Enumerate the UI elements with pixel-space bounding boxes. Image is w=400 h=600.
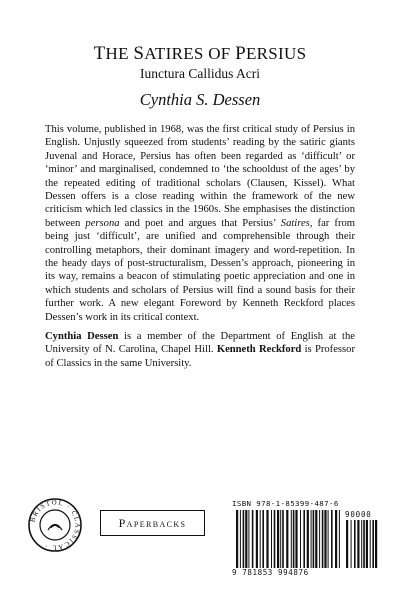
barcode-bar bbox=[307, 510, 309, 568]
barcode-bar bbox=[303, 510, 305, 568]
bio-text: is Professor of Classics in the same University. bbox=[45, 344, 355, 369]
barcode-bar bbox=[286, 510, 288, 568]
barcode-bar bbox=[236, 510, 238, 568]
barcode-bar bbox=[339, 510, 340, 568]
barcode-digits: 9 781853 994876 bbox=[232, 568, 309, 577]
bristol-classical-seal-icon bbox=[27, 497, 83, 553]
title-cap: T bbox=[93, 43, 106, 64]
barcode-bar bbox=[260, 510, 261, 568]
isbn-text: ISBN 978-1-85399-487-6 bbox=[232, 499, 339, 508]
barcode-bar bbox=[256, 510, 258, 568]
barcode-bar bbox=[351, 520, 352, 568]
blurb-text: and poet and argues that Persius’ bbox=[119, 217, 281, 229]
barcode-bar bbox=[331, 510, 333, 568]
barcode-bar bbox=[311, 510, 312, 568]
blurb-paragraph bbox=[45, 123, 355, 324]
barcode-bar bbox=[271, 510, 272, 568]
barcode-bar bbox=[293, 510, 295, 568]
blurb-emphasis: persona bbox=[85, 217, 120, 229]
barcode-bar bbox=[262, 510, 264, 568]
barcode-bar bbox=[372, 520, 374, 568]
paperbacks-badge: Paperbacks bbox=[100, 510, 205, 536]
barcode-bar bbox=[266, 510, 268, 568]
title-part: ATIRES OF bbox=[144, 44, 236, 63]
barcode-bar bbox=[324, 510, 326, 568]
barcode-bar bbox=[280, 510, 281, 568]
book-title bbox=[0, 44, 400, 64]
barcode-bar bbox=[361, 520, 362, 568]
barcode-bar bbox=[252, 510, 254, 568]
barcode-bar bbox=[243, 510, 245, 568]
title-cap: S bbox=[133, 43, 145, 64]
barcode-bar bbox=[335, 510, 337, 568]
title-cap: P bbox=[235, 43, 246, 64]
barcode-bar bbox=[282, 510, 284, 568]
blurb-emphasis: Satires bbox=[280, 217, 310, 229]
barcode-bar bbox=[248, 510, 249, 568]
book-subtitle: Iunctura Callidus Acri bbox=[140, 66, 260, 81]
blurb-text: This volume, published in 1968, was the first critical study of Persius in English. Unjustly squeezed from students’ reading by the satiric giants Juvenal and Horace, Persius has often been regarded as ‘difficult’ or ‘minor’ and marginalised, condemned to ‘the schooldust of the ages’ by the repeated editing of traditional scholars (Clausen, Kissel). What Dessen offers is a close reading within the framework of the new criticism which led classics in the 1960s. She emphasises the distinction between bbox=[45, 124, 355, 229]
barcode-bar bbox=[274, 510, 276, 568]
author-bio bbox=[45, 330, 355, 370]
barcode-bar bbox=[366, 520, 368, 568]
blurb-text: , far from being just ‘difficult’, are unified and comprehensible through their controlling metaphors, their dominant imagery and word-repetition. In the heady days of post-structuralism, Dessen’s approach, pioneering in its way, remains a beacon of stimulating poetic appreciation and one in which students and scholars of Persius will find a sound basis for their further work. A new elegant Foreword by Kenneth Reckford places Dessen’s work in its critical context. bbox=[45, 217, 356, 323]
barcode-bar bbox=[315, 510, 317, 568]
barcode-bar bbox=[346, 520, 348, 568]
barcode-bar bbox=[319, 510, 320, 568]
barcode-bar bbox=[291, 510, 292, 568]
barcode bbox=[232, 499, 382, 579]
barcode-bar bbox=[295, 510, 297, 568]
barcode-bar bbox=[328, 510, 329, 568]
barcode-bar bbox=[370, 520, 371, 568]
barcode-bar bbox=[300, 510, 301, 568]
seal-text: BRISTOL · CLASSICAL · bbox=[29, 499, 81, 551]
barcode-bars bbox=[235, 510, 343, 568]
barcode-bar bbox=[363, 520, 365, 568]
addon-barcode-bars bbox=[345, 520, 379, 568]
title-part: ERSIUS bbox=[245, 44, 307, 63]
bio-name: Kenneth Reckford bbox=[216, 344, 302, 356]
barcode-bar bbox=[277, 510, 279, 568]
barcode-bar bbox=[375, 520, 377, 568]
bio-text: is a member of the Department of English at the University of N. Carolina, Chapel Hill. bbox=[45, 331, 355, 356]
barcode-bar bbox=[240, 510, 241, 568]
barcode-bar bbox=[322, 510, 324, 568]
price-addon-digits: 90000 bbox=[345, 510, 372, 519]
cover-header bbox=[0, 44, 400, 110]
bio-name: Cynthia Dessen bbox=[45, 331, 119, 342]
title-part: HE bbox=[105, 44, 134, 63]
barcode-bar bbox=[357, 520, 359, 568]
barcode-bar bbox=[313, 510, 315, 568]
barcode-bar bbox=[354, 520, 356, 568]
book-author: Cynthia S. Dessen bbox=[139, 90, 261, 109]
barcode-bar bbox=[245, 510, 247, 568]
